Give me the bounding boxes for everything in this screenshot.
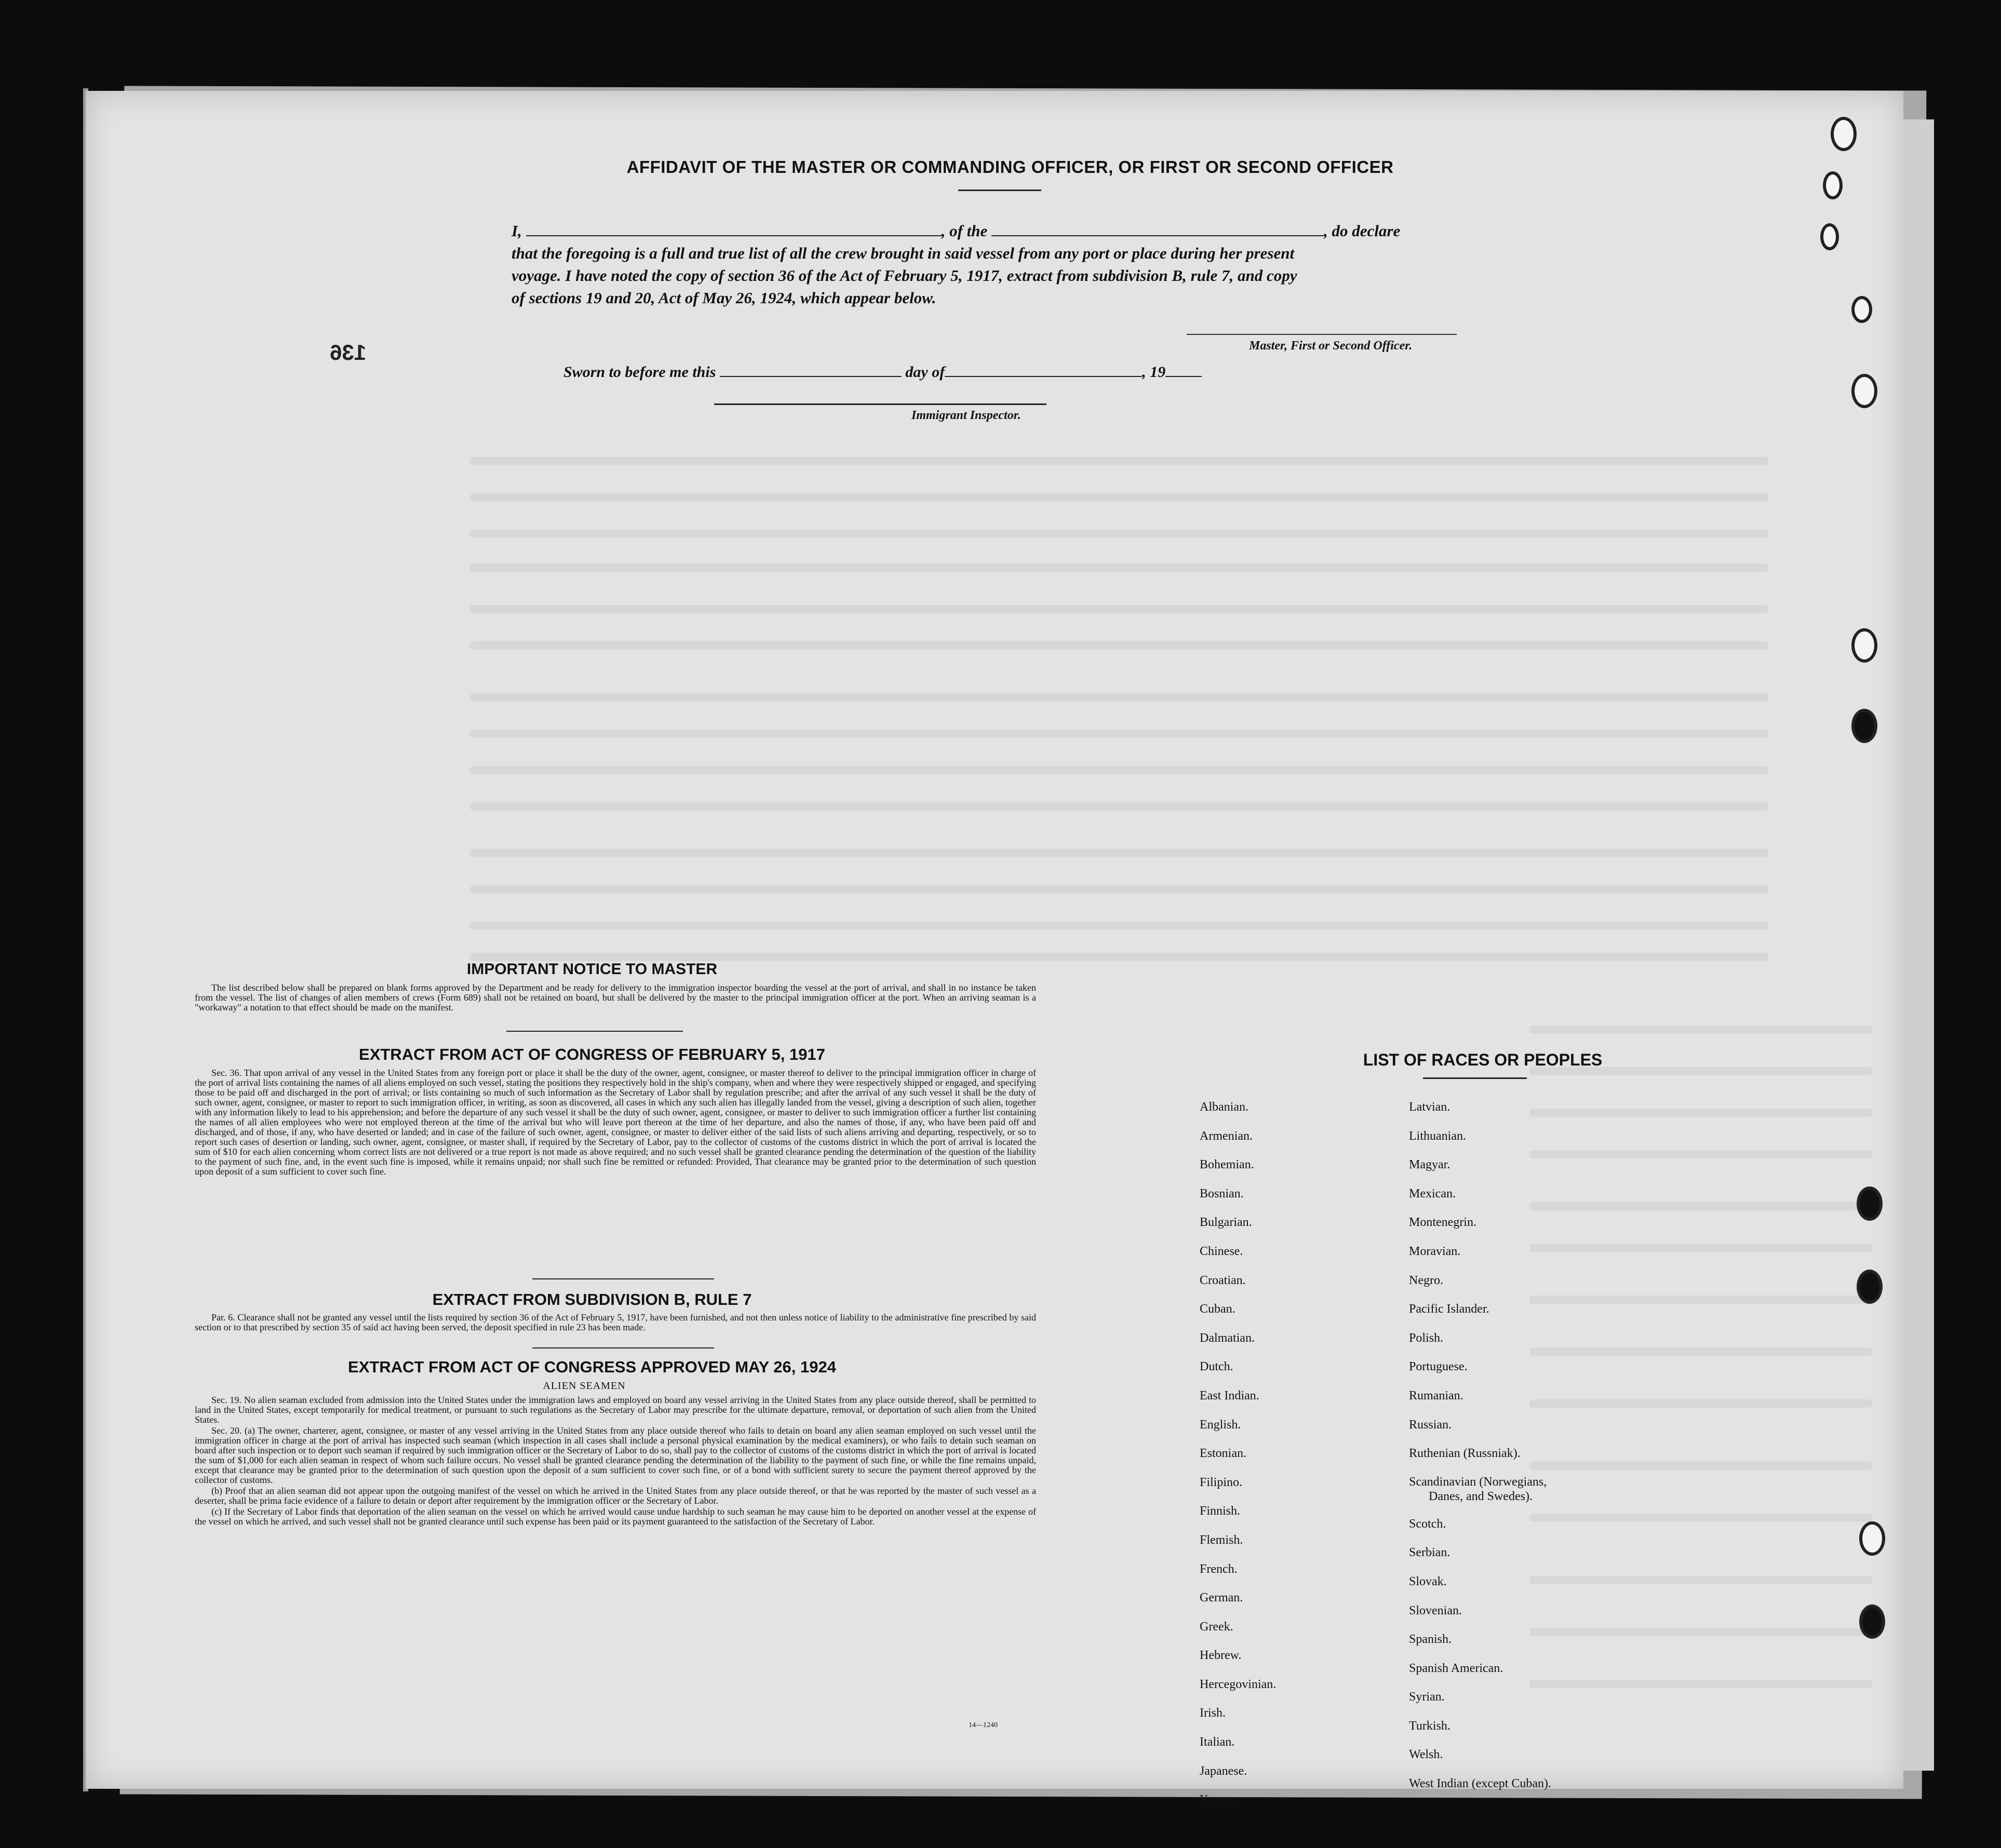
race-item: Mexican. <box>1409 1186 1456 1200</box>
race-item: English. <box>1200 1418 1241 1432</box>
extract-rule7-title: EXTRACT FROM SUBDIVISION B, RULE 7 <box>432 1290 752 1309</box>
section-rule <box>532 1278 714 1279</box>
sec-19-paragraph: Sec. 19. No alien seaman excluded from admission into the United States under the immigration laws and employed on board any vessel arriving in the United States from any place outside thereof, shall be permitted to land in the United States, except temporarily for medical treatment, or pursuant to such regulations as the Secretary of Labor may prescribe for the ultimate departure, removal, or deportation of such alien from the United States. <box>195 1395 1036 1425</box>
master-signature-label: Master, First or Second Officer. <box>1249 339 1413 353</box>
race-item: Portuguese. <box>1409 1360 1468 1374</box>
master-signature-line <box>1187 334 1457 335</box>
ghost-row <box>470 641 1768 650</box>
race-item: Croatian. <box>1200 1273 1246 1287</box>
race-item: Ruthenian (Russniak). <box>1409 1447 1521 1461</box>
ghost-row <box>1529 1202 1872 1210</box>
binder-hole <box>1851 374 1877 408</box>
sworn-line <box>563 363 1202 381</box>
race-item: Hebrew. <box>1200 1649 1242 1663</box>
sec-20a-paragraph: Sec. 20. (a) The owner, charterer, agent, consignee, or master of any vessel arriving in the United States from any place outside thereof who fails to detain on board any alien seaman employed on such vessel until the immigration officer in charge at the port of arrival has inspected such seaman (which inspection in all cases shall include a personal physical examination by the medical examiners), or who fails to detain such seaman on board after such inspection or to deport such seaman if required by such immigration officer or the Secretary of Labor to do so, shall pay to the collector of customs of the customs district in which the port of arrival is located the sum of $1,000 for each alien seaman in respect of whom such failure occurs. No vessel shall be granted clearance pending the determination of the liability to the payment of such fine, or while the fine remains unpaid, except that clearance may be granted prior to the determination of such question upon the deposit of a sum sufficient to cover such fine, or of a bond with sufficient surety to secure the payment thereof approved by the collector of customs. <box>195 1425 1036 1485</box>
race-item: Moravian. <box>1409 1244 1461 1258</box>
ghost-row <box>470 693 1768 702</box>
race-item: Lithuanian. <box>1409 1129 1466 1143</box>
binder-hole <box>1859 1604 1885 1639</box>
ghost-row <box>470 849 1768 857</box>
section-rule <box>506 1031 683 1032</box>
race-item: Armenian. <box>1200 1129 1253 1143</box>
race-item: Japanese. <box>1200 1764 1247 1778</box>
race-item: Dalmatian. <box>1200 1331 1255 1345</box>
extract-rule7-body <box>195 1313 1036 1333</box>
affidavit-line-3: voyage. I have noted the copy of section 36 of the Act of February 5, 1917, extract from subdivision B, rule 7, and copy <box>512 266 1297 285</box>
ghost-row <box>1529 1462 1872 1470</box>
ghost-row <box>1529 1628 1872 1636</box>
binder-hole <box>1831 117 1857 151</box>
race-item: Negro. <box>1409 1273 1443 1287</box>
extract-1917-title: EXTRACT FROM ACT OF CONGRESS OF FEBRUARY 5, 1917 <box>359 1045 825 1063</box>
race-item: Dutch. <box>1200 1360 1233 1374</box>
race-item: East Indian. <box>1200 1388 1259 1402</box>
inspector-signature-line <box>714 403 1046 405</box>
sworn-text: Sworn to before me this <box>563 363 720 381</box>
affidavit-line-4: of sections 19 and 20, Act of May 26, 1924, which appear below. <box>512 289 936 307</box>
ghost-row <box>470 885 1768 894</box>
binder-hole <box>1823 171 1843 199</box>
races-left-column <box>1200 1093 1276 1815</box>
race-item: Irish. <box>1200 1706 1226 1720</box>
race-item: Latvian. <box>1409 1100 1451 1114</box>
sworn-text: day of <box>905 363 945 381</box>
title-rule <box>958 190 1041 191</box>
name-blank <box>526 223 942 236</box>
race-item: Bohemian. <box>1200 1158 1254 1172</box>
race-item: Chinese. <box>1200 1244 1243 1258</box>
race-item: Scotch. <box>1409 1517 1446 1531</box>
notice-title: IMPORTANT NOTICE TO MASTER <box>466 961 718 978</box>
ghost-row <box>470 802 1768 811</box>
ghost-row <box>1529 1244 1872 1252</box>
race-item: Magyar. <box>1409 1158 1451 1172</box>
race-item: Hercegovinian. <box>1200 1677 1277 1691</box>
ghost-row <box>1529 1576 1872 1584</box>
ghost-row <box>1529 1296 1872 1304</box>
ghost-row <box>1529 1514 1872 1522</box>
ghost-row <box>1529 1109 1872 1117</box>
race-item: West Indian (except Cuban). <box>1409 1777 1551 1791</box>
race-item: Estonian. <box>1200 1447 1246 1461</box>
race-item: Russian. <box>1409 1418 1452 1432</box>
ghost-row <box>470 953 1768 961</box>
race-item: Korean. <box>1200 1793 1240 1807</box>
race-item: Flemish. <box>1200 1533 1243 1547</box>
race-item: Cuban. <box>1200 1302 1235 1316</box>
ghost-row <box>470 605 1768 613</box>
race-item: Albanian. <box>1200 1100 1248 1114</box>
document-page <box>86 91 1903 1807</box>
binder-hole <box>1820 223 1839 250</box>
extract-1917-body <box>195 1068 1036 1178</box>
affidavit-title: AFFIDAVIT OF THE MASTER OR COMMANDING OFFICER, OR FIRST OR SECOND OFFICER <box>626 157 1394 177</box>
race-item: Slovenian. <box>1409 1603 1462 1617</box>
races-title-rule <box>1423 1077 1527 1079</box>
form-number: 14—1240 <box>969 1721 998 1729</box>
section-36-paragraph: Sec. 36. That upon arrival of any vessel in the United States from any foreign port or place it shall be the duty of the owner, agent, consignee, or master thereof to deliver to the principal immigration officer in charge of the port of arrival lists containing the names of all aliens employed on such vessel, stating the positions they respectively hold in the ship's company, when and where they were respectively shipped or engaged, and specifying those to be paid off and discharged in the port of arrival; or lists containing so much of such information as the Secretary of Labor shall by regulation prescribe; and after the arrival of any such vessel it shall be the duty of such owner, agent, consignee, or master to report to such immigration officer, in writing, as soon as discovered, all cases in which any such alien has illegally landed from the vessel, giving a description of such alien, together with any information likely to lead to his apprehension; and before the departure of any such vessel it shall be the duty of such owner, agent, consignee, or master to deliver to such immigration officer a further list containing the names of all alien employees who were not employed thereon at the time of the arrival but who will leave port thereon at the time of her departure, and also the names of those, if any, who have been paid off and discharged, and of those, if any, who have deserted or landed; and in case of the failure of such owner, agent, consignee, or master to deliver either of the said lists of such aliens arriving and departing, respectively, or so to report such cases of desertion or landing, such owner, agent, consignee, or master shall, if required by the Secretary of Labor, pay to the collector of customs of the customs district in which the port of arrival is located the sum of $10 for each alien concerning whom correct lists are not delivered or a true report is not made as above required; and no such vessel shall be granted clearance pending the determination of the question of the liability to the payment of such fine, and, in the event such fine is imposed, while it remains unpaid; nor shall such fine be remitted or refunded: Provided, That clearance may be granted prior to the determination of such question upon deposit of a sum sufficient to cover such fine. <box>195 1068 1036 1177</box>
race-item: French. <box>1200 1562 1238 1576</box>
ghost-row <box>1529 1150 1872 1158</box>
binder-hole <box>1857 1270 1883 1304</box>
ghost-row <box>1529 1347 1872 1356</box>
race-item: Danes, and Swedes). <box>1429 1489 1533 1503</box>
notice-body <box>195 983 1036 1014</box>
par-6-paragraph: Par. 6. Clearance shall not be granted any vessel until the lists required by section 36 of the Act of February 5, 1917, have been furnished, and not then unless notice of liability to the administrative fine prescribed by said section or to that prescribed by section 35 of said act having been served, the deposit specified in rule 23 has been made. <box>195 1312 1036 1332</box>
notice-paragraph: The list described below shall be prepared on blank forms approved by the Department and be ready for delivery to the immigration inspector boarding the vessel at the port of arrival, and shall in no instance be taken from the vessel. The list of changes of alien members of crews (Form 689) shall not be retained on board, but shall be delivered by the master to the principal immigration officer at the port. When an arriving seaman is a "workaway" a notation to that effect should be made on the manifest. <box>195 982 1036 1013</box>
races-title: LIST OF RACES OR PEOPLES <box>1363 1050 1603 1069</box>
race-item: Greek. <box>1200 1620 1233 1634</box>
race-item: Scandinavian (Norwegians, <box>1409 1475 1547 1489</box>
race-item: German. <box>1200 1591 1243 1605</box>
binder-hole <box>1851 296 1872 323</box>
binder-hole <box>1857 1186 1883 1221</box>
ghost-row <box>1529 1026 1872 1034</box>
race-item: Bulgarian. <box>1200 1216 1252 1230</box>
year-blank <box>1165 363 1202 377</box>
affidavit-text: , of the <box>941 222 992 240</box>
race-item: Italian. <box>1200 1735 1235 1749</box>
affidavit-body <box>512 220 1607 309</box>
race-item: Welsh. <box>1409 1748 1443 1762</box>
ghost-row <box>470 563 1768 572</box>
race-item: Montenegrin. <box>1409 1216 1476 1230</box>
race-item: Finnish. <box>1200 1504 1241 1518</box>
day-blank <box>720 363 902 377</box>
binder-hole <box>1859 1521 1885 1556</box>
sec-20b-paragraph: (b) Proof that an alien seaman did not appear upon the outgoing manifest of the vessel on which he arrived in the United States from any place outside thereof, or that he was reported by the master of such vessel as a deserter, shall be prima facie evidence of a failure to detain or deport after requirement by the immigration officer or the Secretary of Labor. <box>195 1486 1036 1506</box>
race-item: Pacific Islander. <box>1409 1302 1489 1316</box>
race-item: Slovak. <box>1409 1574 1447 1588</box>
page-number: 136 <box>330 340 367 365</box>
ghost-row <box>470 922 1768 930</box>
ghost-row <box>470 730 1768 738</box>
affidavit-text: I, <box>512 222 526 240</box>
ghost-row <box>1529 1680 1872 1688</box>
race-item: Spanish American. <box>1409 1661 1503 1675</box>
races-right-column <box>1409 1093 1551 1799</box>
section-rule <box>532 1347 714 1348</box>
race-item: Polish. <box>1409 1331 1444 1345</box>
ghost-row <box>470 493 1768 502</box>
vessel-blank <box>991 223 1324 236</box>
extract-1924-body <box>195 1395 1036 1528</box>
race-item: Spanish. <box>1409 1633 1452 1647</box>
sec-20c-paragraph: (c) If the Secretary of Labor finds that deportation of the alien seaman on the vessel on which he arrived would cause undue hardship to such seaman he may cause him to be deported on another vessel at the expense of the vessel on which he arrived, and such vessel shall not be granted clearance until such expense has been paid or its payment guaranteed to the satisfaction of the Secretary of Labor. <box>195 1506 1036 1527</box>
binder-hole <box>1851 628 1877 663</box>
race-item: Syrian. <box>1409 1690 1445 1704</box>
binder-hole <box>1851 709 1877 743</box>
race-item: Rumanian. <box>1409 1388 1463 1402</box>
alien-seamen-subtitle: ALIEN SEAMEN <box>543 1380 626 1392</box>
affidavit-text: , do declare <box>1324 222 1401 240</box>
ghost-row <box>470 530 1768 538</box>
affidavit-line-1 <box>512 220 1607 242</box>
race-item: Bosnian. <box>1200 1186 1244 1200</box>
race-item: Filipino. <box>1200 1475 1243 1489</box>
month-blank <box>945 363 1142 377</box>
ghost-row <box>470 766 1768 774</box>
ghost-row <box>470 457 1768 465</box>
extract-1924-title: EXTRACT FROM ACT OF CONGRESS APPROVED MAY 26, 1924 <box>348 1358 836 1376</box>
inspector-signature-label: Immigrant Inspector. <box>911 409 1021 422</box>
race-item: Serbian. <box>1409 1546 1451 1560</box>
race-item: Turkish. <box>1409 1719 1451 1733</box>
sworn-text: , 19 <box>1142 363 1166 381</box>
affidavit-line-2: that the foregoing is a full and true list of all the crew brought in said vessel from any port or place during her present <box>512 244 1295 262</box>
ghost-row <box>1529 1399 1872 1408</box>
